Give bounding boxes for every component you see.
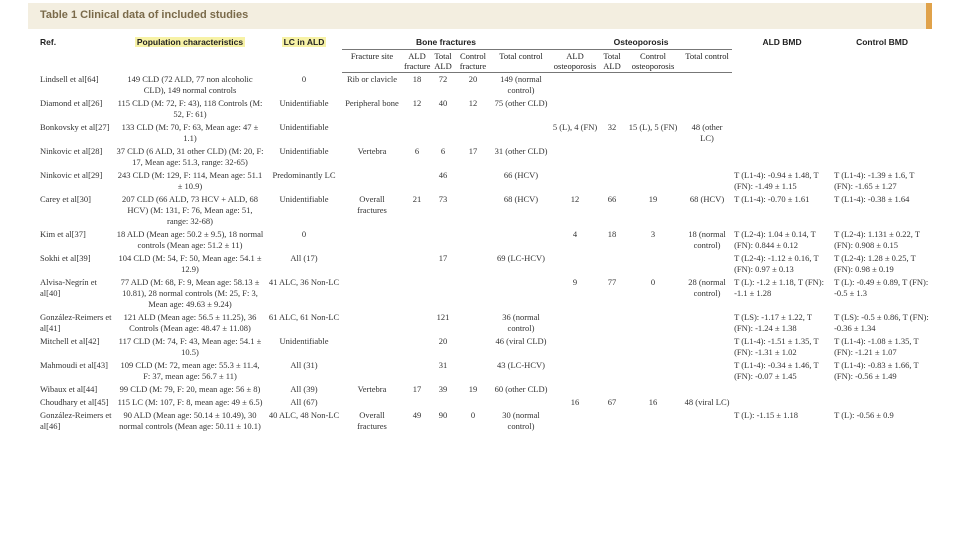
ald-fracture-cell bbox=[402, 311, 432, 335]
ald-osteoporosis-cell: 4 bbox=[572, 229, 578, 239]
header-control-bmd: Control BMD bbox=[856, 37, 909, 47]
lc-in-ald-cell: Predominantly LC bbox=[272, 170, 336, 180]
header-control-fracture: Control fracture bbox=[454, 50, 492, 73]
control-fracture-cell: 17 bbox=[468, 146, 478, 156]
lc-in-ald-cell: All (39) bbox=[290, 384, 318, 394]
fracture-site-cell: Overall fractures bbox=[357, 410, 387, 431]
total-ald-osteoporosis-cell: 66 bbox=[607, 194, 617, 204]
lc-in-ald-cell: All (31) bbox=[290, 360, 318, 370]
ref-cell: Ninkovic et al[28] bbox=[40, 146, 103, 156]
total-control-fracture-cell bbox=[492, 228, 550, 252]
total-control-fracture-cell: 149 (normal control) bbox=[500, 74, 542, 95]
total-control-fracture-cell: 36 (normal control) bbox=[502, 312, 540, 333]
ald-osteoporosis-cell bbox=[550, 97, 600, 121]
control-osteoporosis-cell bbox=[624, 383, 682, 396]
ref-cell: Alvisa-Negrín et al[40] bbox=[40, 277, 97, 298]
ald-osteoporosis-cell bbox=[550, 145, 600, 169]
fracture-site-cell bbox=[342, 359, 402, 383]
total-ald-osteoporosis-cell bbox=[600, 359, 624, 383]
lc-in-ald-cell: Unidentifiable bbox=[279, 336, 329, 346]
table-body bbox=[28, 73, 932, 434]
total-control-fracture-cell: 30 (normal control) bbox=[502, 410, 540, 431]
total-control-osteoporosis-cell bbox=[682, 145, 732, 169]
ref-cell: Lindsell et al[64] bbox=[40, 73, 99, 84]
control-fracture-cell: 20 bbox=[468, 74, 478, 84]
fracture-site-cell: Peripheral bone bbox=[345, 98, 399, 108]
population-cell: 99 CLD (M: 79, F: 20, mean age: 56 ± 8) bbox=[119, 384, 261, 394]
fracture-site-cell bbox=[342, 228, 402, 252]
control-bmd-cell bbox=[832, 121, 932, 145]
total-ald-fracture-cell: 73 bbox=[438, 194, 448, 204]
population-cell: 207 CLD (66 ALD, 73 HCV + ALD, 68 HCV) (M: 131, F: 76, Mean age: 51, range: 32-68) bbox=[122, 194, 258, 226]
table-title: Table 1 Clinical data of included studies bbox=[40, 9, 249, 21]
header-osteoporosis: Osteoporosis bbox=[550, 36, 732, 50]
ald-osteoporosis-cell: 16 bbox=[570, 397, 580, 407]
ald-fracture-cell bbox=[402, 121, 432, 145]
control-osteoporosis-cell bbox=[624, 359, 682, 383]
control-osteoporosis-cell: 0 bbox=[650, 277, 656, 287]
ald-bmd-cell bbox=[732, 73, 832, 98]
control-fracture-cell bbox=[454, 228, 492, 252]
control-fracture-cell bbox=[454, 359, 492, 383]
document bbox=[28, 0, 932, 540]
table-row bbox=[28, 73, 932, 98]
total-ald-osteoporosis-cell bbox=[600, 409, 624, 433]
total-control-osteoporosis-cell: 48 (viral LC) bbox=[684, 397, 730, 407]
fracture-site-cell bbox=[342, 169, 402, 193]
header-total-control-osteoporosis: Total control bbox=[682, 50, 732, 73]
control-bmd-cell: T (L): -0.49 ± 0.89, T (FN): -0.5 ± 1.3 bbox=[834, 277, 929, 298]
ald-osteoporosis-cell bbox=[550, 169, 600, 193]
ald-osteoporosis-cell bbox=[550, 359, 600, 383]
table-row bbox=[28, 359, 932, 383]
total-ald-fracture-cell: 17 bbox=[438, 253, 448, 263]
total-ald-osteoporosis-cell: 32 bbox=[607, 122, 617, 132]
ald-bmd-cell: T (L1-4): -0.70 ± 1.61 bbox=[734, 194, 810, 204]
control-bmd-cell: T (L1-4): -0.83 ± 1.66, T (FN): -0.56 ± 1.49 bbox=[834, 360, 919, 381]
ald-bmd-cell: T (L1-4): -1.51 ± 1.35, T (FN): -1.31 ± 1.02 bbox=[734, 336, 819, 357]
clinical-data-table bbox=[28, 36, 932, 433]
header-total-ald-fracture: Total ALD bbox=[432, 50, 454, 73]
population-cell: 243 CLD (M: 129, F: 114, Mean age: 51.1 ± 10.9) bbox=[117, 170, 263, 191]
total-ald-fracture-cell: 20 bbox=[438, 336, 448, 346]
total-control-osteoporosis-cell: 68 (HCV) bbox=[689, 194, 725, 204]
ref-cell: Choudhary et al[45] bbox=[40, 397, 109, 407]
ald-osteoporosis-cell: 12 bbox=[570, 194, 580, 204]
total-ald-osteoporosis-cell: 77 bbox=[607, 277, 617, 287]
population-cell: 90 ALD (Mean age: 50.14 ± 10.49), 30 normal controls (Mean age: 50.11 ± 10.1) bbox=[119, 410, 261, 431]
control-bmd-cell bbox=[832, 396, 932, 409]
total-ald-fracture-cell: 90 bbox=[438, 410, 448, 420]
control-osteoporosis-cell bbox=[624, 145, 682, 169]
control-fracture-cell bbox=[454, 311, 492, 335]
population-cell: 133 CLD (M: 70, F: 63, Mean age: 47 ± 1.1) bbox=[121, 122, 259, 143]
ref-cell: Ninkovic et al[29] bbox=[40, 170, 103, 180]
lc-in-ald-cell: Unidentifiable bbox=[279, 122, 329, 132]
ald-fracture-cell bbox=[402, 276, 432, 311]
control-osteoporosis-cell bbox=[624, 73, 682, 98]
header-ald-bmd: ALD BMD bbox=[762, 37, 802, 47]
control-bmd-cell: T (L2-4): 1.131 ± 0.22, T (FN): 0.908 ± 0.15 bbox=[834, 229, 920, 250]
lc-in-ald-cell: Unidentifiable bbox=[279, 146, 329, 156]
table-row bbox=[28, 311, 932, 335]
fracture-site-cell: Vertebra bbox=[357, 384, 387, 394]
ald-bmd-cell bbox=[732, 121, 832, 145]
ald-fracture-cell: 6 bbox=[414, 146, 420, 156]
ald-osteoporosis-cell: 5 (L), 4 (FN) bbox=[552, 122, 598, 132]
ald-fracture-cell: 17 bbox=[412, 384, 422, 394]
table-title-bar bbox=[28, 3, 932, 29]
table-row bbox=[28, 335, 932, 359]
population-cell: 18 ALD (Mean age: 50.2 ± 9.5), 18 normal controls (Mean age: 51.2 ± 11) bbox=[116, 229, 264, 250]
total-control-osteoporosis-cell bbox=[682, 383, 732, 396]
ald-fracture-cell: 21 bbox=[412, 194, 422, 204]
control-osteoporosis-cell: 3 bbox=[650, 229, 656, 239]
ald-bmd-cell: T (LS): -1.17 ± 1.22, T (FN): -1.24 ± 1.38 bbox=[734, 312, 812, 333]
control-fracture-cell bbox=[454, 252, 492, 276]
control-bmd-cell bbox=[832, 383, 932, 396]
ald-fracture-cell bbox=[402, 169, 432, 193]
total-ald-osteoporosis-cell bbox=[600, 145, 624, 169]
table-row bbox=[28, 228, 932, 252]
lc-in-ald-cell: 0 bbox=[301, 73, 307, 84]
table-row bbox=[28, 396, 932, 409]
lc-in-ald-cell: 0 bbox=[301, 229, 307, 239]
ald-fracture-cell bbox=[402, 228, 432, 252]
fracture-site-cell bbox=[342, 396, 402, 409]
total-control-fracture-cell: 31 (other CLD) bbox=[494, 146, 548, 156]
control-osteoporosis-cell bbox=[624, 311, 682, 335]
control-osteoporosis-cell: 19 bbox=[648, 194, 658, 204]
ref-cell: González-Reimers et al[41] bbox=[40, 312, 112, 333]
control-fracture-cell: 19 bbox=[468, 384, 478, 394]
total-control-fracture-cell bbox=[492, 396, 550, 409]
control-fracture-cell bbox=[454, 276, 492, 311]
header-population: Population characteristics bbox=[136, 37, 244, 47]
total-control-osteoporosis-cell bbox=[682, 252, 732, 276]
ald-bmd-cell: T (L2-4): -1.12 ± 0.16, T (FN): 0.97 ± 0.13 bbox=[734, 253, 819, 274]
ald-osteoporosis-cell bbox=[550, 383, 600, 396]
total-control-fracture-cell: 68 (HCV) bbox=[503, 194, 539, 204]
control-bmd-cell bbox=[832, 145, 932, 169]
control-fracture-cell bbox=[454, 396, 492, 409]
control-fracture-cell bbox=[454, 193, 492, 228]
control-bmd-cell bbox=[832, 73, 932, 98]
population-cell: 117 CLD (M: 74, F: 43, Mean age: 54.1 ± 10.5) bbox=[118, 336, 262, 357]
table-row bbox=[28, 252, 932, 276]
ald-bmd-cell bbox=[732, 383, 832, 396]
total-ald-fracture-cell bbox=[432, 121, 454, 145]
total-control-osteoporosis-cell: 48 (other LC) bbox=[691, 122, 723, 143]
ref-cell: Wibaux et al[44] bbox=[40, 384, 98, 394]
total-ald-fracture-cell bbox=[432, 396, 454, 409]
control-osteoporosis-cell bbox=[624, 169, 682, 193]
total-control-fracture-cell bbox=[492, 121, 550, 145]
population-cell: 115 CLD (M: 72, F: 43), 118 Controls (M: 52, F: 61) bbox=[117, 98, 263, 119]
control-osteoporosis-cell bbox=[624, 252, 682, 276]
header-ald-fracture: ALD fracture bbox=[404, 51, 431, 71]
table-row bbox=[28, 383, 932, 396]
ald-bmd-cell: T (L1-4): -0.34 ± 1.46, T (FN): -0.07 ± 1.45 bbox=[734, 360, 819, 381]
ref-cell: Sokhi et al[39] bbox=[40, 253, 91, 263]
title-accent-bar bbox=[926, 3, 932, 29]
control-osteoporosis-cell bbox=[624, 409, 682, 433]
table-row bbox=[28, 409, 932, 433]
ald-fracture-cell bbox=[402, 359, 432, 383]
total-ald-osteoporosis-cell bbox=[600, 252, 624, 276]
header-fracture-site: Fracture site bbox=[342, 50, 402, 73]
ald-osteoporosis-cell bbox=[550, 335, 600, 359]
control-bmd-cell: T (L2-4): 1.28 ± 0.25, T (FN): 0.98 ± 0.19 bbox=[834, 253, 916, 274]
ald-osteoporosis-cell bbox=[550, 311, 600, 335]
total-ald-fracture-cell: 39 bbox=[438, 384, 448, 394]
control-osteoporosis-cell bbox=[624, 335, 682, 359]
total-ald-fracture-cell: 40 bbox=[438, 98, 448, 108]
total-ald-osteoporosis-cell bbox=[600, 311, 624, 335]
table-row bbox=[28, 169, 932, 193]
ald-fracture-cell: 49 bbox=[412, 410, 422, 420]
population-cell: 104 CLD (M: 54, F: 50, Mean age: 54.1 ± 12.9) bbox=[118, 253, 262, 274]
fracture-site-cell: Rib or clavicle bbox=[346, 74, 398, 84]
fracture-site-cell bbox=[342, 121, 402, 145]
ald-osteoporosis-cell bbox=[550, 252, 600, 276]
ald-bmd-cell bbox=[732, 145, 832, 169]
ald-fracture-cell bbox=[402, 396, 432, 409]
control-osteoporosis-cell: 16 bbox=[648, 397, 658, 407]
total-ald-osteoporosis-cell bbox=[600, 169, 624, 193]
ref-cell: González-Reimers et al[46] bbox=[40, 410, 112, 431]
total-control-osteoporosis-cell: 28 (normal control) bbox=[688, 277, 726, 298]
total-ald-osteoporosis-cell bbox=[600, 383, 624, 396]
population-cell: 37 CLD (6 ALD, 31 other CLD) (M: 20, F: 17, Mean age: 51.3, range: 32-65) bbox=[116, 146, 264, 167]
ald-bmd-cell: T (L): -1.15 ± 1.18 bbox=[734, 410, 799, 420]
ref-cell: Carey et al[30] bbox=[40, 194, 91, 204]
total-ald-osteoporosis-cell bbox=[600, 73, 624, 98]
lc-in-ald-cell: 61 ALC, 61 Non-LC bbox=[268, 312, 340, 322]
control-bmd-cell: T (L1-4): -0.38 ± 1.64 bbox=[834, 194, 910, 204]
ald-fracture-cell: 18 bbox=[412, 74, 422, 84]
total-ald-osteoporosis-cell: 67 bbox=[607, 397, 617, 407]
control-fracture-cell: 0 bbox=[470, 410, 476, 420]
ref-cell: Mahmoudi et al[43] bbox=[40, 360, 108, 370]
table-row bbox=[28, 193, 932, 228]
total-control-fracture-cell: 60 (other CLD) bbox=[494, 384, 548, 394]
total-ald-osteoporosis-cell: 18 bbox=[607, 229, 617, 239]
ref-cell: Diamond et al[26] bbox=[40, 98, 103, 108]
table-row bbox=[28, 145, 932, 169]
ald-osteoporosis-cell bbox=[550, 73, 600, 98]
control-fracture-cell bbox=[454, 335, 492, 359]
header-total-ald-osteoporosis: Total ALD bbox=[600, 50, 624, 73]
lc-in-ald-cell: 40 ALC, 48 Non-LC bbox=[268, 410, 340, 420]
ald-osteoporosis-cell bbox=[550, 409, 600, 433]
control-bmd-cell bbox=[832, 97, 932, 121]
ald-fracture-cell bbox=[402, 335, 432, 359]
ald-fracture-cell bbox=[402, 252, 432, 276]
header-ref: Ref. bbox=[40, 37, 57, 47]
total-control-fracture-cell: 69 (LC-HCV) bbox=[497, 253, 545, 263]
lc-in-ald-cell: All (67) bbox=[290, 397, 318, 407]
population-cell: 121 ALD (Mean age: 56.5 ± 11.25), 36 Controls (Mean age: 48.47 ± 11.08) bbox=[123, 312, 257, 333]
fracture-site-cell bbox=[342, 311, 402, 335]
lc-in-ald-cell: 41 ALC, 36 Non-LC bbox=[268, 277, 340, 287]
total-control-osteoporosis-cell: 18 (normal control) bbox=[688, 229, 726, 250]
ald-bmd-cell bbox=[732, 396, 832, 409]
total-ald-osteoporosis-cell bbox=[600, 335, 624, 359]
control-bmd-cell: T (L): -0.56 ± 0.9 bbox=[834, 410, 894, 420]
control-osteoporosis-cell bbox=[624, 97, 682, 121]
ald-bmd-cell: T (L): -1.2 ± 1.18, T (FN): -1.1 ± 1.28 bbox=[734, 277, 824, 298]
total-control-osteoporosis-cell bbox=[682, 335, 732, 359]
fracture-site-cell bbox=[342, 335, 402, 359]
total-ald-fracture-cell: 46 bbox=[438, 170, 448, 180]
total-control-osteoporosis-cell bbox=[682, 311, 732, 335]
control-bmd-cell: T (L1-4): -1.08 ± 1.35, T (FN): -1.21 ± 1.07 bbox=[834, 336, 919, 357]
total-control-osteoporosis-cell bbox=[682, 409, 732, 433]
total-control-fracture-cell: 46 (viral CLD) bbox=[495, 336, 547, 346]
control-fracture-cell: 12 bbox=[468, 98, 478, 108]
population-cell: 115 LC (M: 107, F: 8, mean age: 49 ± 6.5) bbox=[117, 397, 263, 407]
total-control-osteoporosis-cell bbox=[682, 169, 732, 193]
control-fracture-cell bbox=[454, 169, 492, 193]
population-cell: 109 CLD (M: 72, mean age: 55.3 ± 11.4, F: 37, mean age: 56.7 ± 11) bbox=[120, 360, 260, 381]
lc-in-ald-cell: Unidentifiable bbox=[279, 98, 329, 108]
table-row bbox=[28, 121, 932, 145]
total-control-fracture-cell bbox=[492, 276, 550, 311]
header-total-control-fracture: Total control bbox=[492, 50, 550, 73]
total-ald-fracture-cell bbox=[432, 276, 454, 311]
total-control-fracture-cell: 66 (HCV) bbox=[503, 170, 539, 180]
ref-cell: Mitchell et al[42] bbox=[40, 336, 100, 346]
header-bone-fractures: Bone fractures bbox=[342, 36, 550, 50]
fracture-site-cell: Vertebra bbox=[357, 146, 387, 156]
header-control-osteoporosis: Control osteoporosis bbox=[624, 50, 682, 73]
total-ald-fracture-cell bbox=[432, 228, 454, 252]
ald-osteoporosis-cell: 9 bbox=[572, 277, 578, 287]
table-row bbox=[28, 276, 932, 311]
total-control-osteoporosis-cell bbox=[682, 73, 732, 98]
lc-in-ald-cell: All (17) bbox=[290, 253, 318, 263]
control-osteoporosis-cell: 15 (L), 5 (FN) bbox=[628, 122, 678, 132]
ald-bmd-cell bbox=[732, 97, 832, 121]
control-bmd-cell: T (L1-4): -1.39 ± 1.6, T (FN): -1.65 ± 1.27 bbox=[834, 170, 915, 191]
total-ald-osteoporosis-cell bbox=[600, 97, 624, 121]
fracture-site-cell: Overall fractures bbox=[357, 194, 387, 215]
ref-cell: Kim et al[37] bbox=[40, 229, 86, 239]
ald-bmd-cell: T (L1-4): -0.94 ± 1.48, T (FN): -1.49 ± 1.15 bbox=[734, 170, 819, 191]
total-control-osteoporosis-cell bbox=[682, 359, 732, 383]
ald-bmd-cell: T (L2-4): 1.04 ± 0.14, T (FN): 0.844 ± 0.12 bbox=[734, 229, 816, 250]
ref-cell: Bonkovsky et al[27] bbox=[40, 122, 110, 132]
total-control-fracture-cell: 75 (other CLD) bbox=[494, 98, 548, 108]
total-control-fracture-cell: 43 (LC-HCV) bbox=[497, 360, 545, 370]
ald-fracture-cell: 12 bbox=[412, 98, 422, 108]
fracture-site-cell bbox=[342, 252, 402, 276]
total-ald-fracture-cell: 121 bbox=[436, 312, 450, 322]
header-lc-in-ald: LC in ALD bbox=[283, 37, 325, 47]
table-row bbox=[28, 97, 932, 121]
total-ald-fracture-cell: 72 bbox=[438, 74, 448, 84]
population-cell: 149 CLD (72 ALD, 77 non alcoholic CLD), 149 normal controls bbox=[127, 73, 253, 95]
control-fracture-cell bbox=[454, 121, 492, 145]
control-bmd-cell: T (LS): -0.5 ± 0.86, T (FN): -0.36 ± 1.34 bbox=[834, 312, 929, 333]
total-ald-fracture-cell: 31 bbox=[438, 360, 448, 370]
total-control-osteoporosis-cell bbox=[682, 97, 732, 121]
header-ald-osteoporosis: ALD osteoporosis bbox=[550, 50, 600, 73]
lc-in-ald-cell: Unidentifiable bbox=[279, 194, 329, 204]
population-cell: 77 ALD (M: 68, F: 9, Mean age: 58.13 ± 10.81), 28 normal controls (M: 25, F: 3, Mean age: 49.63 ± 9.24) bbox=[120, 277, 260, 309]
fracture-site-cell bbox=[342, 276, 402, 311]
total-ald-fracture-cell: 6 bbox=[440, 146, 446, 156]
